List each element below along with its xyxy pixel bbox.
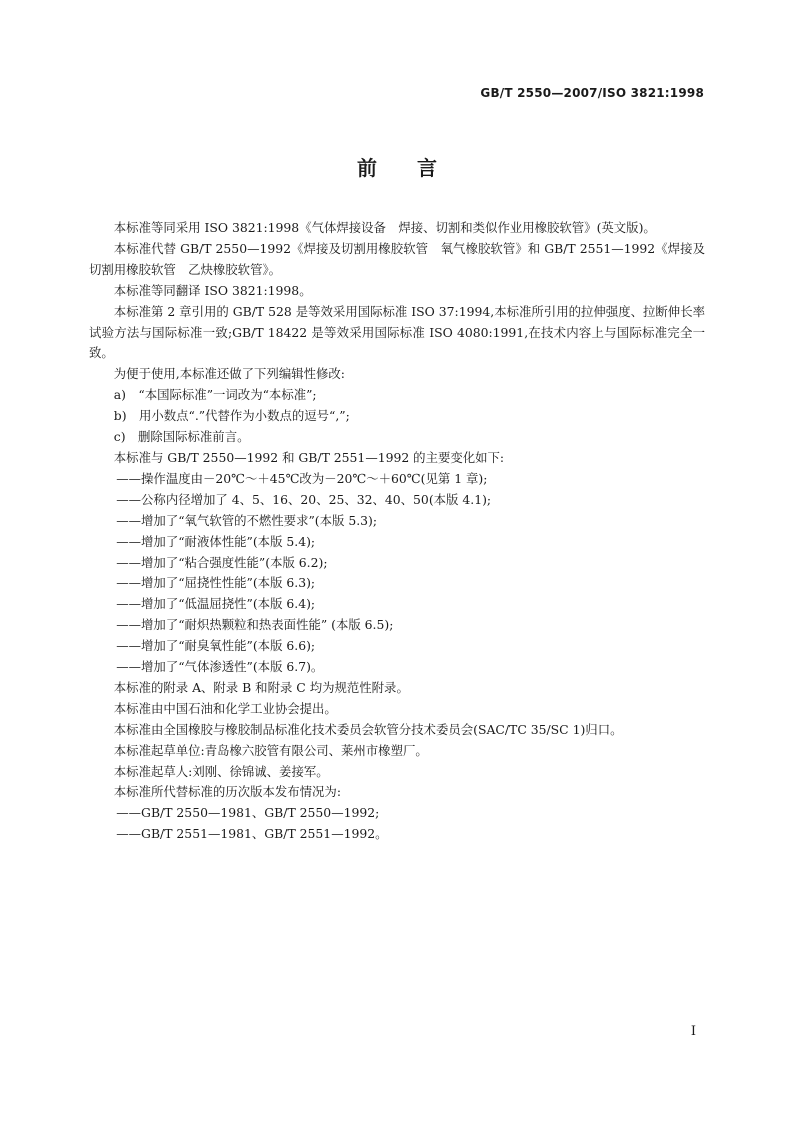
change-item: ——增加了“耐炽热颗粒和热表面性能” (本版 6.5); bbox=[116, 617, 394, 633]
change-item: ——增加了“低温屈挠性”(本版 6.4); bbox=[116, 596, 316, 612]
change-item: ——增加了“耐臭氧性能”(本版 6.6); bbox=[116, 638, 316, 654]
history-item: ——GB/T 2550—1981、GB/T 2550—1992; bbox=[116, 805, 380, 821]
change-item: ——增加了“气体渗透性”(本版 6.7)。 bbox=[116, 659, 324, 675]
paragraph-centralized-by: 本标准由全国橡胶与橡胶制品标准化技术委员会软管分技术委员会(SAC/TC 35/SC 1)归口。 bbox=[113, 721, 623, 737]
page-number: I bbox=[690, 1024, 696, 1039]
list-item-c: c) 删除国际标准前言。 bbox=[113, 429, 250, 445]
paragraph-drafters: 本标准起草人:刘刚、徐锦诚、姜接军。 bbox=[113, 763, 329, 779]
paragraph-history-intro: 本标准所代替标准的历次版本发布情况为: bbox=[113, 784, 342, 800]
paragraph-translation: 本标准等同翻译 ISO 3821:1998。 bbox=[113, 282, 312, 298]
change-item: ——增加了“氧气软管的不燃性要求”(本版 5.3); bbox=[116, 512, 378, 528]
list-item-b: b) 用小数点“.”代替作为小数点的逗号“,”; bbox=[113, 408, 350, 424]
paragraph-changes-intro: 本标准与 GB/T 2550—1992 和 GB/T 2551—1992 的主要变化如下: bbox=[113, 449, 505, 465]
history-item: ——GB/T 2551—1981、GB/T 2551—1992。 bbox=[116, 826, 388, 842]
paragraph-proposed-by: 本标准由中国石油和化学工业协会提出。 bbox=[113, 700, 337, 716]
change-item: ——增加了“屈挠性性能”(本版 6.3); bbox=[116, 575, 316, 591]
change-item: ——公称内径增加了 4、5、16、20、25、32、40、50(本版 4.1); bbox=[116, 491, 492, 507]
change-item: ——增加了“耐液体性能”(本版 5.4); bbox=[116, 533, 316, 549]
paragraph-drafting-units: 本标准起草单位:青岛橡六胶管有限公司、莱州市橡塑厂。 bbox=[113, 742, 428, 758]
paragraph-references: 本标准第 2 章引用的 GB/T 528 是等效采用国际标准 ISO 37:1994,本标准所引用的拉伸强度、拉断伸长率试验方法与国际标准一致;GB/T 18422 是等效采用国际标准 ISO 4080:1991,在技术内容上与国际标准完全一致。 bbox=[89, 303, 705, 361]
paragraph-replaces: 本标准代替 GB/T 2550—1992《焊接及切割用橡胶软管 氧气橡胶软管》和 GB/T 2551—1992《焊接及切割用橡胶软管 乙炔橡胶软管》。 bbox=[89, 240, 705, 277]
paragraph-editorial-intro: 为便于使用,本标准还做了下列编辑性修改: bbox=[113, 366, 345, 382]
page-title: 前言 bbox=[357, 156, 477, 180]
list-item-a: a) “本国际标准”一词改为“本标准”; bbox=[113, 387, 317, 403]
foreword-body bbox=[89, 218, 705, 845]
change-item: ——增加了“粘合强度性能”(本版 6.2); bbox=[116, 554, 328, 570]
standard-code: GB/T 2550—2007/ISO 3821:1998 bbox=[480, 86, 704, 100]
paragraph-annexes: 本标准的附录 A、附录 B 和附录 C 均为规范性附录。 bbox=[113, 679, 409, 695]
paragraph-adoption: 本标准等同采用 ISO 3821:1998《气体焊接设备 焊接、切割和类似作业用橡胶软管》(英文版)。 bbox=[113, 220, 656, 235]
change-item: ——操作温度由－20℃～＋45℃改为－20℃～＋60℃(见第 1 章); bbox=[116, 470, 488, 486]
